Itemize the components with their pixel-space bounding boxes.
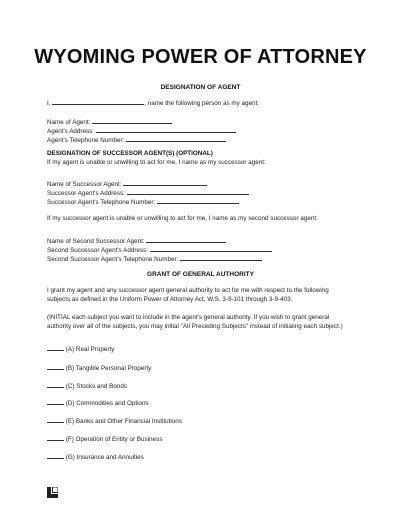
principal-name-blank[interactable] <box>52 98 144 105</box>
successor-address-label: Successor Agent's Address: <box>47 190 127 197</box>
agent-phone-blank[interactable] <box>126 135 226 142</box>
agent-name-line <box>47 117 172 126</box>
successor-name-blank[interactable] <box>123 179 207 186</box>
second-phone-label: Second Successor Agent's Telephone Number: <box>47 256 181 263</box>
initial-blank[interactable] <box>47 416 64 423</box>
agent-address-blank[interactable] <box>96 126 236 133</box>
agent-address-label: Agent's Address: <box>47 128 96 135</box>
initial-instructions-line-1: (INITIAL each subject you want to include in the agent's general authority. If you wish to grant general <box>47 314 330 321</box>
subject-row <box>47 344 114 353</box>
second-address-blank[interactable] <box>150 245 272 252</box>
subject-row <box>47 381 127 390</box>
second-name-line <box>47 236 226 245</box>
subject-label: (E) Banks and Other Financial Institutions <box>65 418 182 425</box>
second-address-line <box>47 245 272 254</box>
agent-phone-label: Agent's Telephone Number: <box>47 137 127 144</box>
initial-blank[interactable] <box>47 363 64 370</box>
subject-label: (B) Tangible Personal Property <box>65 365 152 372</box>
designation-of-agent-header: DESIGNATION OF AGENT <box>160 84 241 91</box>
successor-phone-line <box>47 197 239 206</box>
second-phone-blank[interactable] <box>180 254 262 261</box>
grant-line-1: I grant my agent and any successor agent general authority to act for me with respect to the following <box>47 287 329 294</box>
second-address-label: Second Successor Agent's Address: <box>47 247 150 254</box>
subject-label: (G) Insurance and Annuities <box>65 454 144 461</box>
subject-row <box>47 363 151 372</box>
successor-intro: If my agent is unable or unwilling to act for me, I name as my successor agent: <box>47 159 266 166</box>
subject-row <box>47 416 182 425</box>
second-successor-intro: If my successor agent is unable or unwilling to act for me, I name as my second successor agent: <box>47 215 318 222</box>
intro-after: , name the following person as my agent: <box>144 100 260 107</box>
initial-instructions-line-2: authority over all of the subjects, you may initial "All Preceding Subjects" instead of initialing each subject.) <box>47 323 343 330</box>
subject-label: (A) Real Property <box>65 346 115 353</box>
successor-phone-label: Successor Agent's Telephone Number: <box>47 199 157 206</box>
agent-name-label: Name of Agent: <box>47 119 93 126</box>
grant-header: GRANT OF GENERAL AUTHORITY <box>147 271 254 278</box>
second-phone-line <box>47 254 262 263</box>
principal-intro-line <box>47 98 259 107</box>
document-title: WYOMING POWER OF ATTORNEY <box>34 46 367 68</box>
initial-blank[interactable] <box>47 381 64 388</box>
subject-row <box>47 452 144 461</box>
successor-name-line <box>47 179 207 188</box>
second-name-blank[interactable] <box>146 236 226 243</box>
successor-address-blank[interactable] <box>127 188 249 195</box>
subject-label: (F) Operation of Entity or Business <box>65 436 163 443</box>
initial-blank[interactable] <box>47 398 64 405</box>
successor-name-label: Name of Successor Agent: <box>47 181 124 188</box>
initial-blank[interactable] <box>47 434 64 441</box>
initial-blank[interactable] <box>47 452 64 459</box>
subject-label: (D) Commodities and Options <box>65 400 149 407</box>
successor-address-line <box>47 188 249 197</box>
agent-name-blank[interactable] <box>92 117 172 124</box>
intro-before: I, <box>47 100 53 107</box>
initial-blank[interactable] <box>47 344 64 351</box>
subject-row <box>47 434 162 443</box>
agent-address-line <box>47 126 236 135</box>
agent-phone-line <box>47 135 226 144</box>
successor-phone-blank[interactable] <box>157 197 239 204</box>
second-name-label: Name of Second Successor Agent: <box>47 238 147 245</box>
successor-header: DESIGNATION OF SUCCESSOR AGENT(S) (OPTIONAL) <box>47 150 213 157</box>
brand-logo-icon <box>47 487 58 498</box>
grant-line-2: subjects as defined in the Uniform Power of Attorney Act, W.S. 3-9-101 through 3-9-403: <box>47 296 293 303</box>
subject-label: (C) Stocks and Bonds <box>65 383 127 390</box>
subject-row <box>47 398 149 407</box>
